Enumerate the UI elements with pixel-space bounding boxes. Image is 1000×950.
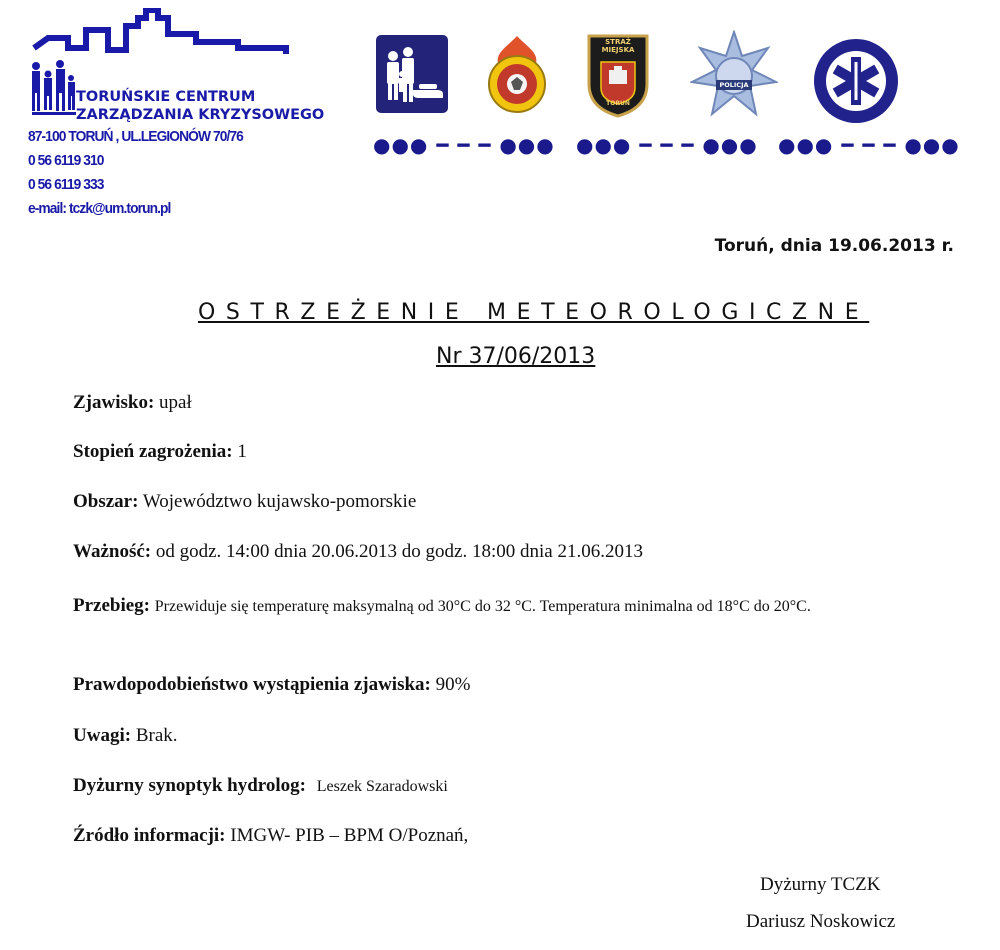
field-value: Leszek Szaradowski xyxy=(316,778,448,795)
signature-role: Dyżurny TCZK xyxy=(760,874,881,895)
field-label: Obszar: xyxy=(73,491,139,512)
field-value: Przewiduje się temperaturę maksymalną od 30°C do 32 °C. Temperatura minimalna od 18°C do 20°C. xyxy=(154,598,811,615)
field-label: Ważność: xyxy=(73,541,152,562)
field-waznosc xyxy=(73,541,643,563)
organization-name xyxy=(76,88,324,124)
family-hand-icon xyxy=(375,34,449,114)
phone-2: 0 56 6119 333 xyxy=(28,176,104,193)
field-zjawisko xyxy=(73,392,192,414)
field-value: Województwo kujawsko-pomorskie xyxy=(142,491,417,512)
phone-1: 0 56 6119 310 xyxy=(28,152,104,169)
field-label: Dyżurny synoptyk hydrolog: xyxy=(73,775,306,796)
field-value: IMGW- PIB – BPM O/Poznań, xyxy=(230,825,469,846)
emblem-divider-3: ●●● ━ ━ ━ ●●● xyxy=(778,133,960,157)
field-label: Uwagi: xyxy=(73,725,132,746)
org-name-line1: TORUŃSKIE CENTRUM xyxy=(76,89,256,105)
field-stopien xyxy=(73,441,247,463)
police-text: POLICJA xyxy=(719,81,749,89)
document-date: Toruń, dnia 19.06.2013 r. xyxy=(714,236,954,256)
fire-brigade-emblem xyxy=(484,34,550,116)
police-star-icon xyxy=(690,30,778,120)
org-name-line2: ZARZĄDZANIA KRYZYSOWEGO xyxy=(76,107,325,123)
signature-name: Dariusz Noskowicz xyxy=(746,911,896,932)
emblem-divider-2: ●●● ━ ━ ━ ●●● xyxy=(576,133,758,157)
municipal-guard-text: STRAŻ MIEJSKA xyxy=(601,38,635,54)
social-care-emblem xyxy=(375,34,449,114)
field-value: 1 xyxy=(237,441,247,462)
field-label: Przebieg: xyxy=(73,595,151,616)
address: 87-100 TORUŃ , UL.LEGIONÓW 70/76 xyxy=(28,128,243,145)
field-value: upał xyxy=(159,392,192,413)
field-przebieg xyxy=(73,594,953,619)
field-prawdopodobienstwo xyxy=(73,674,470,696)
document-title: OSTRZEŻENIE METEOROLOGICZNE xyxy=(198,300,870,325)
field-uwagi xyxy=(73,725,178,747)
field-value: Brak. xyxy=(135,725,178,746)
field-label: Prawdopodobieństwo wystąpienia zjawiska: xyxy=(73,674,431,695)
field-value: 90% xyxy=(435,674,471,695)
municipal-guard-city: TORUŃ xyxy=(606,100,630,107)
field-synoptyk xyxy=(73,775,448,797)
document-number: Nr 37/06/2013 xyxy=(436,344,596,369)
field-label: Zjawisko: xyxy=(73,392,155,413)
star-of-life-icon xyxy=(811,36,901,126)
field-label: Źródło informacji: xyxy=(73,825,226,846)
emblem-divider-1: ●●● ━ ━ ━ ●●● xyxy=(373,133,555,157)
field-zrodlo xyxy=(73,825,468,847)
medical-rescue-emblem xyxy=(811,36,901,126)
field-value: od godz. 14:00 dnia 20.06.2013 do godz. 18:00 dnia 21.06.2013 xyxy=(155,541,643,562)
email-link[interactable]: e-mail: tczk@um.torun.pl xyxy=(28,200,171,217)
field-label: Stopień zagrożenia: xyxy=(73,441,233,462)
police-emblem xyxy=(690,30,778,120)
fire-brigade-badge-icon xyxy=(484,34,550,116)
field-obszar xyxy=(73,491,416,513)
